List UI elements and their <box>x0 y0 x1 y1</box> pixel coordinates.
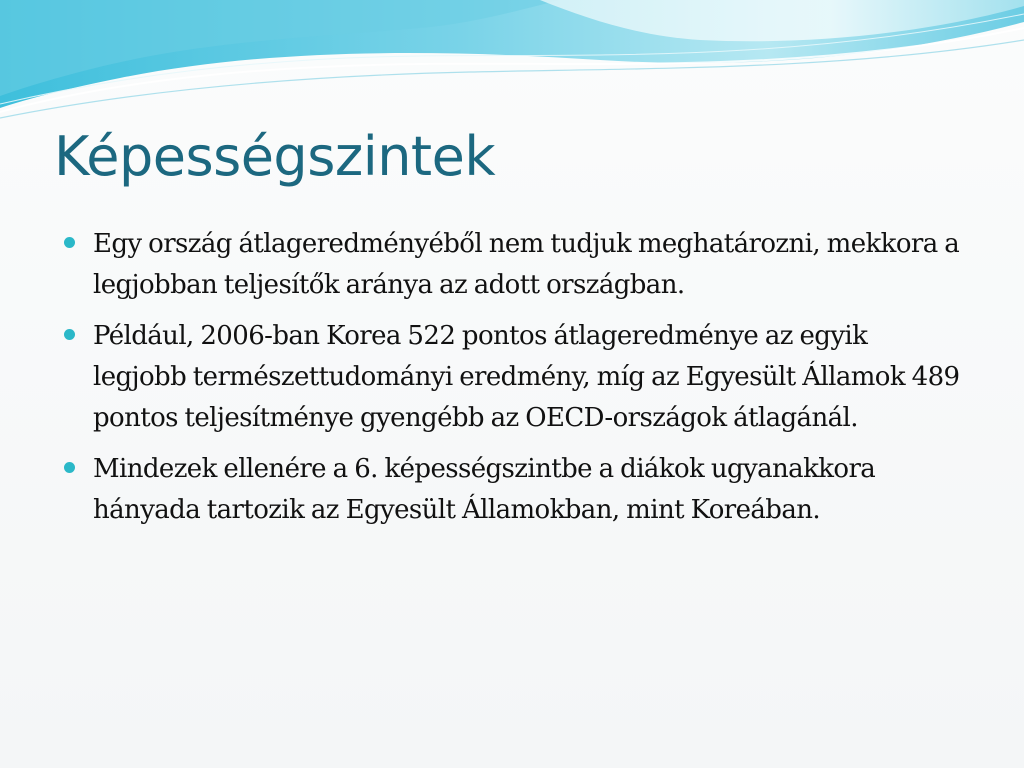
bullet-list <box>62 224 962 541</box>
bullet-dot-icon <box>64 237 75 248</box>
bullet-dot-icon <box>64 329 75 340</box>
bullet-item <box>62 224 962 306</box>
slide-title: Képességszintek <box>54 125 496 188</box>
bullet-item <box>62 449 962 531</box>
bullet-text: Például, 2006-ban Korea 522 pontos átlageredménye az egyik legjobb természettudományi eredmény, míg az Egyesült Államok 489 pontos teljesítménye gyengébb az OECD-országok átlagánál. <box>93 321 960 433</box>
wave-header-decoration <box>0 0 1024 130</box>
bullet-item <box>62 316 962 439</box>
bullet-text: Mindezek ellenére a 6. képességszintbe a diákok ugyanakkora hányada tartozik az Egyesült Államokban, mint Koreában. <box>93 454 876 525</box>
bullet-text: Egy ország átlageredményéből nem tudjuk meghatározni, mekkora a legjobban teljesítők aránya az adott országban. <box>93 229 960 300</box>
bullet-dot-icon <box>64 462 75 473</box>
